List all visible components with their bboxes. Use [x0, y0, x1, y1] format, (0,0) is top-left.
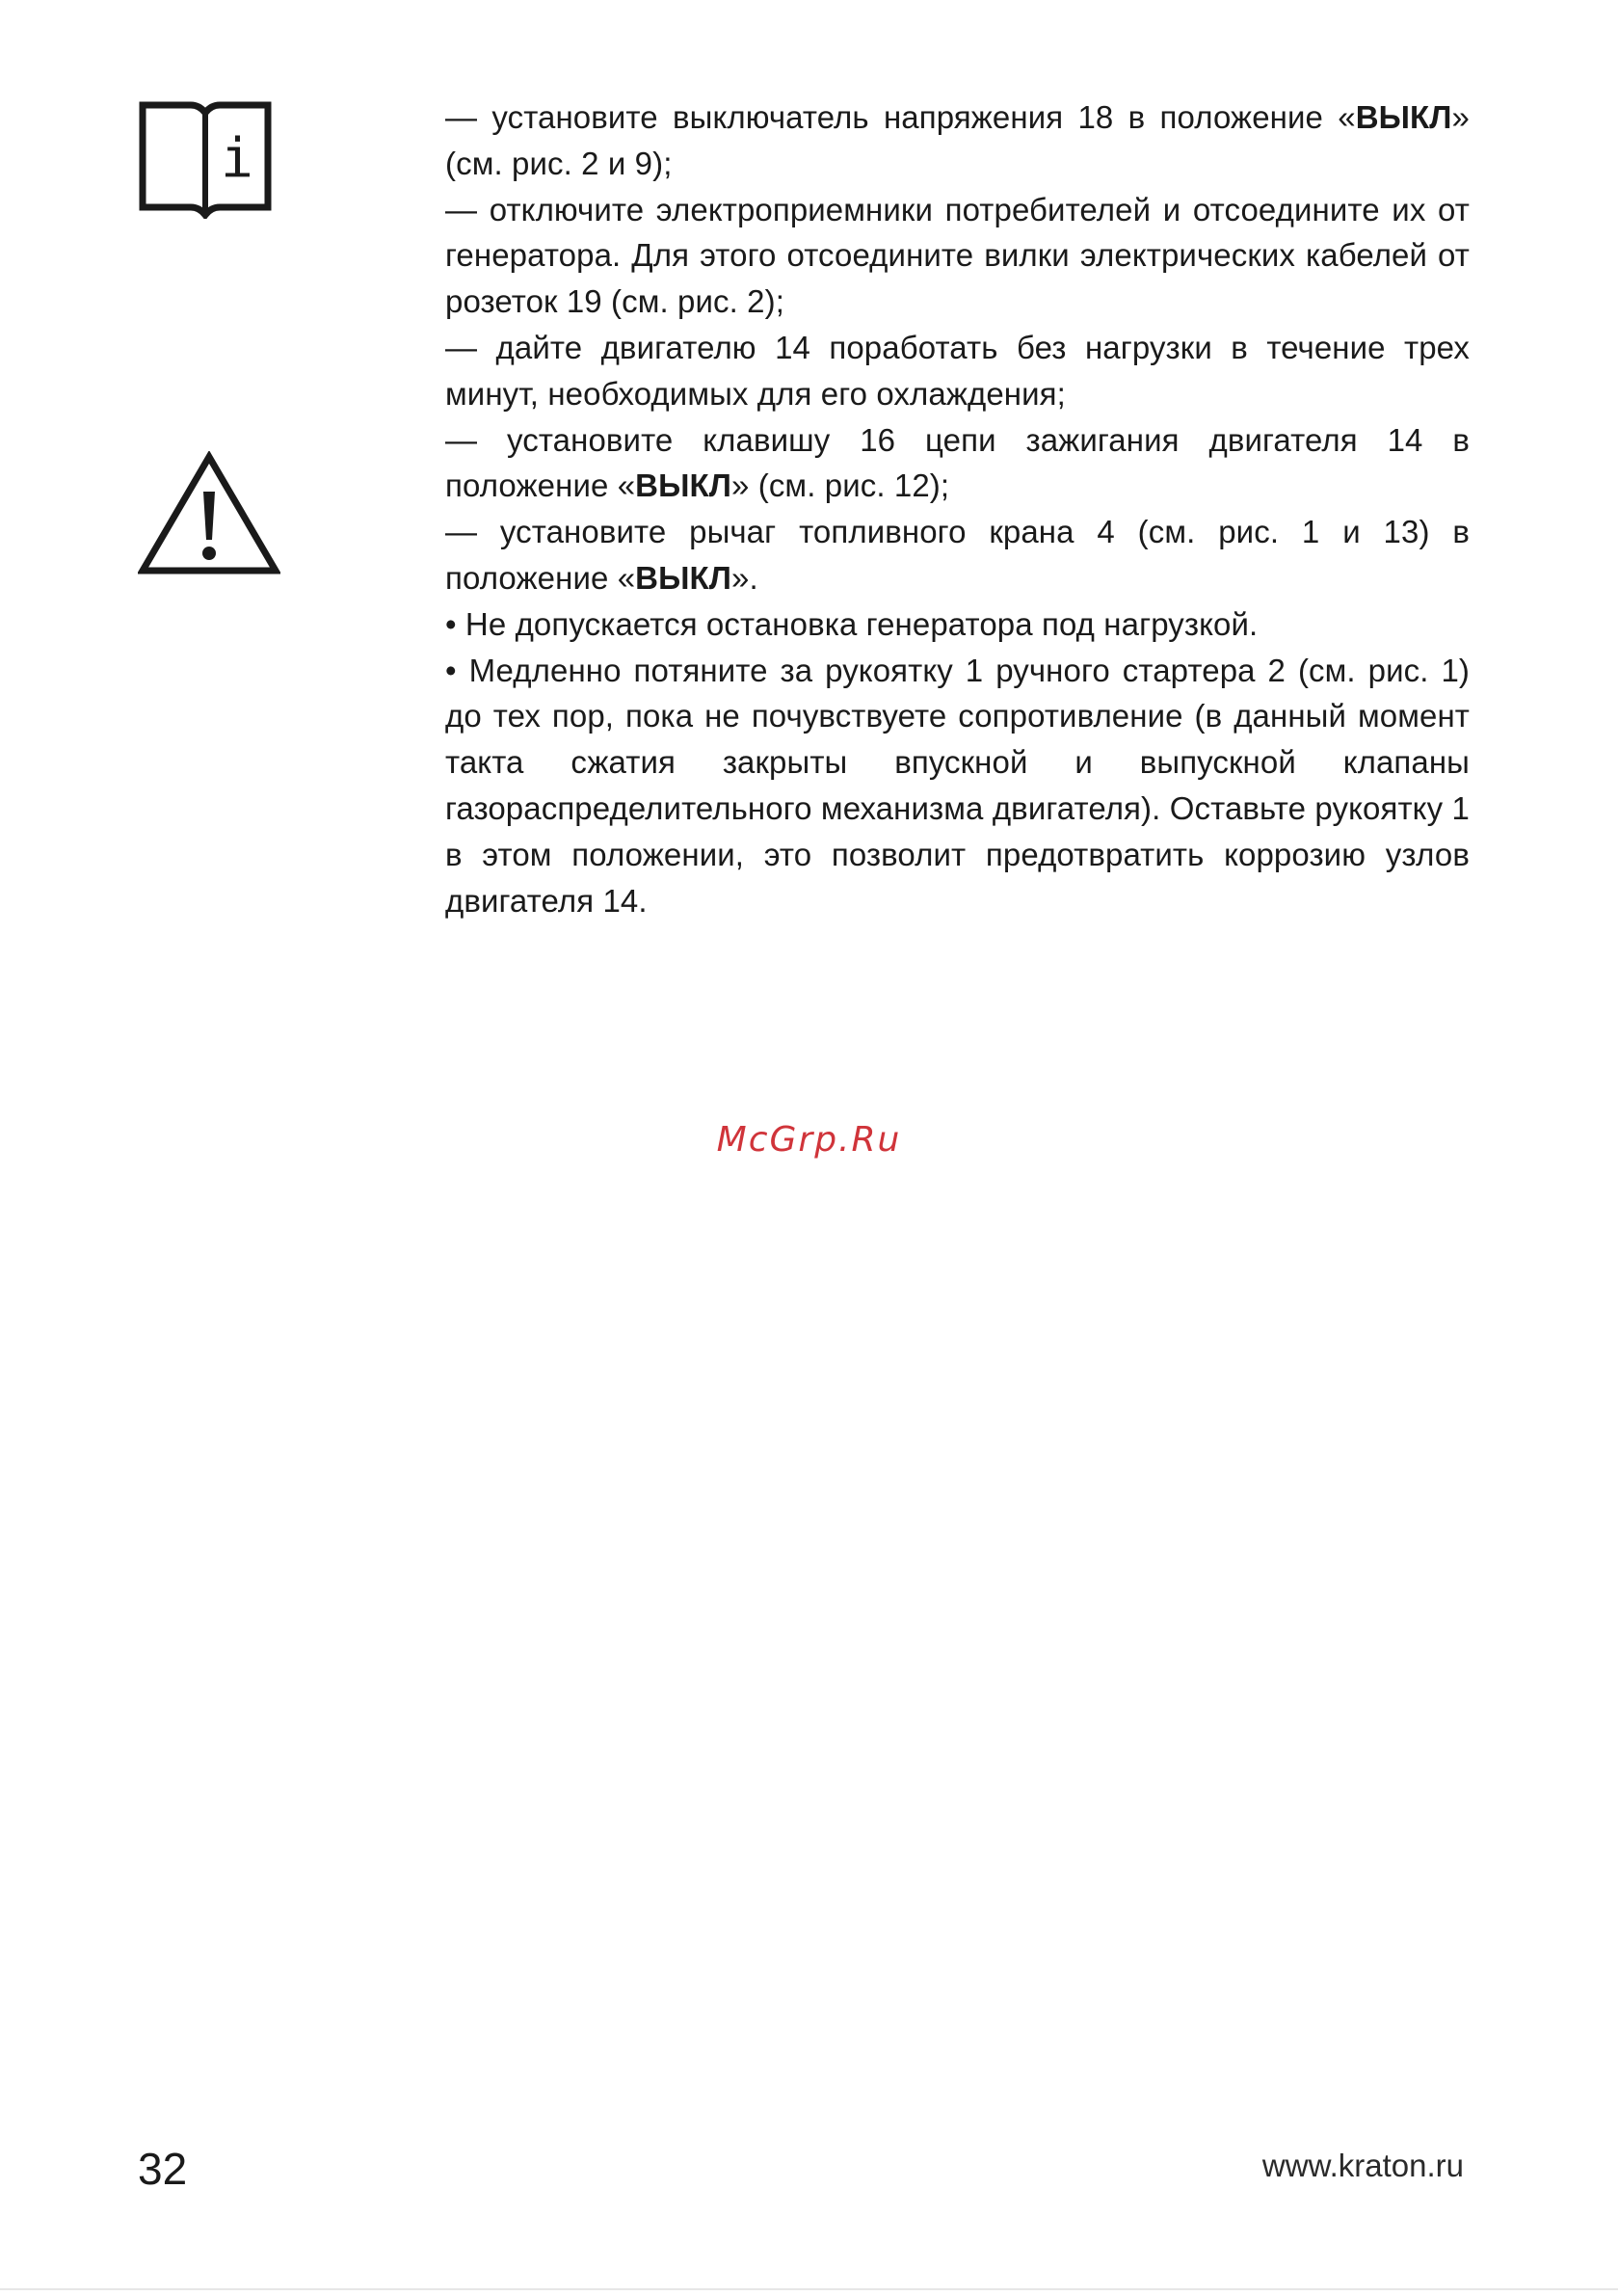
warning-icon	[138, 451, 280, 574]
info-glyph: i	[221, 127, 253, 190]
manual-info-icon	[138, 99, 273, 219]
page-number: 32	[138, 2144, 188, 2194]
warning-no-load-stop: • Не допускается остановка генератора под нагрузкой.	[445, 605, 1259, 642]
step-disconnect-consumers: — отключите электроприемники потребителей и отсоедините их от генератора. Для этого отсоедините вилки электрических кабелей от розеток 19 (см. рис. 2);	[445, 191, 1470, 320]
step-voltage-switch: — установите выключатель напряжения 18 в положение «ВЫКЛ» (см. рис. 2 и 9);	[445, 99, 1470, 181]
instruction-text	[445, 94, 1470, 923]
site-url: www.kraton.ru	[1261, 2148, 1464, 2183]
watermark	[0, 1120, 1618, 1160]
step-ignition-key: — установите клавишу 16 цепи зажигания двигателя 14 в положение «ВЫКЛ» (см. рис. 12);	[445, 421, 1470, 504]
watermark-text: McGrp.Ru	[716, 1120, 902, 1160]
step-cooldown: — дайте двигателю 14 поработать без нагрузки в течение трех минут, необходимых для его охлаждения;	[445, 329, 1470, 412]
bottom-rule	[0, 2288, 1618, 2290]
step-fuel-valve: — установите рычаг топливного крана 4 (см. рис. 1 и 13) в положение «ВЫКЛ».	[445, 514, 1470, 596]
step-starter-handle: • Медленно потяните за рукоятку 1 ручного стартера 2 (см. рис. 1) до тех пор, пока не почувствуете сопротивление (в данный момент такта сжатия закрыты впускной и выпускной клапаны газораспределительного механизма двигателя). Оставьте рукоятку 1 в этом положении, это позволит предотвратить коррозию узлов двигателя 14.	[445, 652, 1470, 919]
